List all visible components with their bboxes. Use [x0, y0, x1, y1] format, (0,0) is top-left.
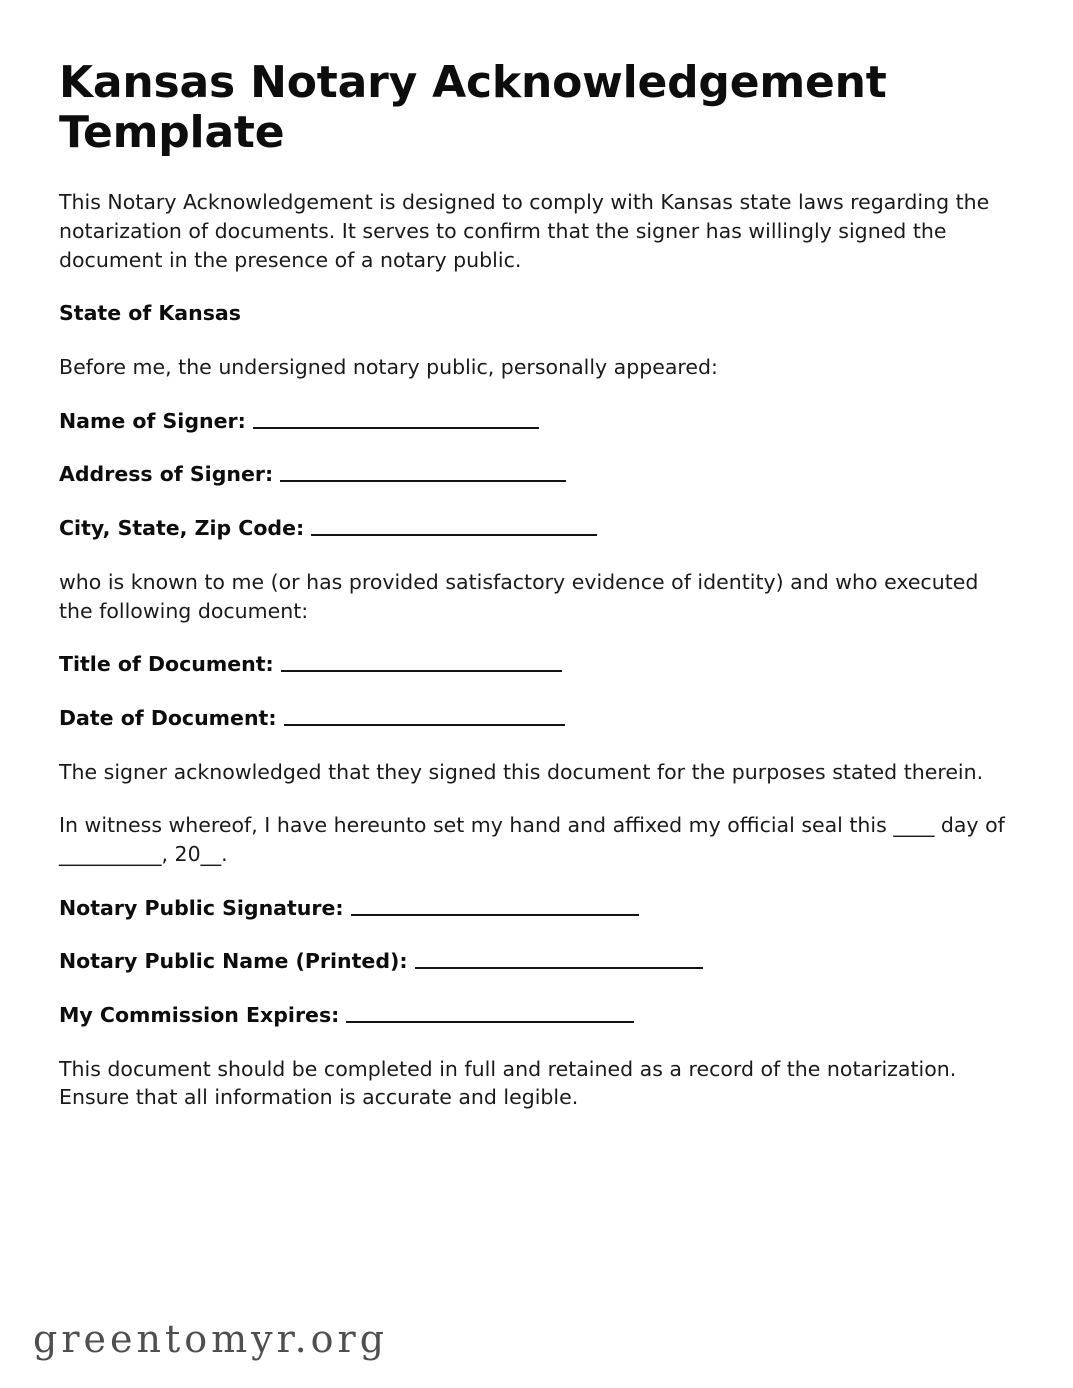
known-to-me-paragraph: who is known to me (or has provided satisfactory evidence of identity) and who executed the following document: — [59, 569, 979, 623]
witness-year-blank[interactable]: __ — [200, 841, 222, 866]
field-input-commission-expires[interactable] — [346, 1004, 634, 1023]
acknowledgement-paragraph: The signer acknowledged that they signed this document for the purposes stated therein. — [59, 759, 984, 784]
witness-clause-part2: day of — [940, 813, 1005, 838]
field-notary-signature — [59, 894, 1007, 923]
witness-clause-paragraph — [59, 811, 1007, 868]
field-input-notary-name-printed[interactable] — [415, 951, 703, 970]
field-label-commission-expires: My Commission Expires: — [59, 1003, 340, 1027]
field-notary-name-printed — [59, 947, 1007, 976]
field-label-notary-signature: Notary Public Signature: — [59, 895, 344, 920]
field-label-address-of-signer: Address of Signer: — [59, 462, 274, 487]
before-me-line: Before me, the undersigned notary public, personally appeared: — [59, 355, 718, 380]
field-input-name-of-signer[interactable] — [253, 410, 539, 429]
field-label-title-of-document: Title of Document: — [59, 652, 274, 677]
witness-clause-part3: , 20 — [161, 841, 201, 866]
field-date-of-document — [59, 704, 1007, 733]
field-input-address-of-signer[interactable] — [280, 464, 566, 483]
page-title: Kansas Notary Acknowledgement Template — [59, 57, 887, 159]
field-label-city-state-zip: City, State, Zip Code: — [59, 516, 305, 541]
state-heading: State of Kansas — [59, 301, 241, 326]
witness-month-blank[interactable]: __________ — [59, 841, 162, 866]
closing-paragraph: This document should be completed in full and retained as a record of the notarization. Ensure that all information is accurate and legible. — [59, 1056, 957, 1110]
field-input-notary-signature[interactable] — [351, 897, 639, 916]
field-label-name-of-signer: Name of Signer: — [59, 408, 246, 433]
document-content — [59, 58, 1007, 1137]
witness-day-blank[interactable]: ____ — [893, 813, 935, 838]
field-name-of-signer — [59, 407, 1007, 436]
field-commission-expires — [59, 1001, 1007, 1030]
intro-paragraph: This Notary Acknowledgement is designed to comply with Kansas state laws regarding the notarization of documents. It serves to confirm that the signer has willingly signed the document in the presence of a notary public. — [59, 190, 990, 272]
witness-clause-part4: . — [221, 841, 228, 866]
field-title-of-document — [59, 650, 1007, 679]
field-city-state-zip — [59, 514, 1007, 543]
witness-clause-part1: In witness whereof, I have hereunto set my hand and affixed my official seal this — [59, 813, 887, 838]
field-address-of-signer — [59, 460, 1007, 489]
field-input-date-of-document[interactable] — [284, 707, 565, 726]
site-watermark: greentomyr.org — [33, 1317, 389, 1361]
field-label-notary-name-printed: Notary Public Name (Printed): — [59, 949, 408, 974]
field-label-date-of-document: Date of Document: — [59, 705, 277, 730]
field-input-title-of-document[interactable] — [281, 653, 562, 672]
field-input-city-state-zip[interactable] — [311, 517, 597, 536]
